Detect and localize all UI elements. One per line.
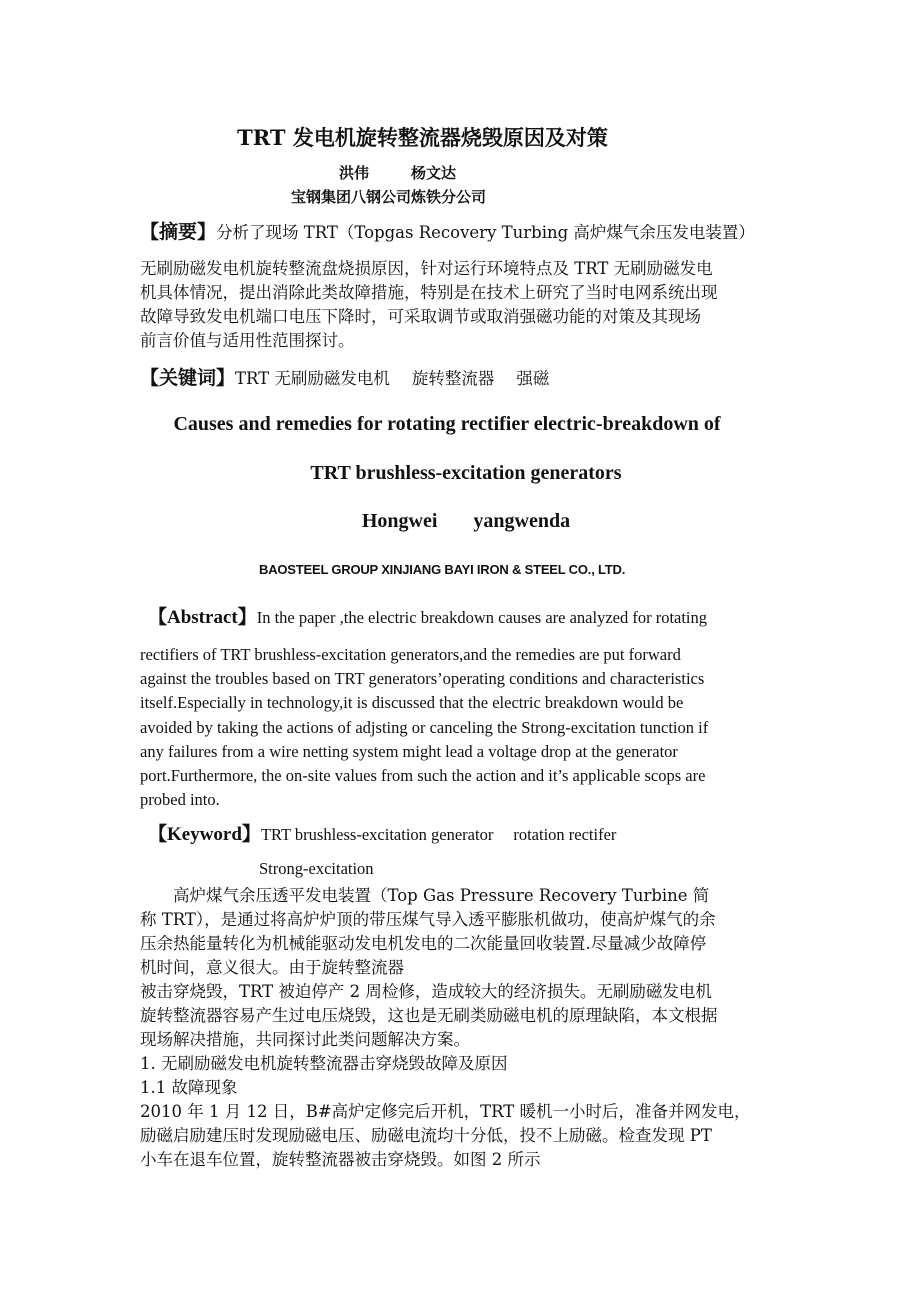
abstract-first-text: In the paper ,the electric breakdown causes are analyzed for rotating	[256, 608, 708, 627]
english-keyword-item: Strong-excitation	[259, 859, 374, 878]
summary-label: 【摘要】	[140, 221, 217, 243]
english-title-line-1: Causes and remedies for rotating rectifier electric-breakdown of	[173, 413, 721, 435]
english-title-line-2: TRT brushless-excitation generators	[310, 462, 622, 484]
keyword-item: 强磁	[516, 369, 550, 388]
english-authors	[0, 510, 920, 533]
body-line: 高炉煤气余压透平发电装置（Top Gas Pressure Recovery Turbine 简	[173, 886, 710, 905]
summary-first-line	[140, 220, 782, 245]
summary-line: 机具体情况，提出消除此类故障措施，特别是在技术上研究了当时电网系统出现	[140, 283, 718, 302]
author-1: 洪伟	[339, 164, 370, 182]
section-heading-1-1: 1.1 故障现象	[140, 1078, 238, 1097]
body-line: 旋转整流器容易产生过电压烧毁，这也是无刷类励磁电机的原理缺陷，本文根据	[140, 1006, 718, 1025]
abstract-line: probed into.	[140, 790, 220, 810]
summary-first-text: 分析了现场 TRT（Topgas Recovery Turbing 高炉煤气余压发电装置）	[216, 223, 755, 242]
abstract-body	[140, 643, 782, 812]
body-line: 机时间，意义很大。由于旋转整流器	[140, 958, 404, 977]
english-author-1: Hongwei	[361, 510, 438, 532]
body-line: 称 TRT），是通过将高炉炉顶的带压煤气导入透平膨胀机做功，使高炉煤气的余	[140, 910, 716, 929]
body-line: 励磁启励建压时发现励磁电压、励磁电流均十分低，投不上励磁。检查发现 PT	[140, 1126, 712, 1145]
english-keywords-label: 【Keyword】	[148, 824, 261, 845]
section-heading-1: 1. 无刷励磁发电机旋转整流器击穿烧毁故障及原因	[140, 1054, 508, 1073]
keywords-label: 【关键词】	[140, 367, 236, 389]
english-affiliation: BAOSTEEL GROUP XINJIANG BAYI IRON & STEEL CO., LTD.	[259, 562, 626, 577]
chinese-authors	[339, 162, 456, 183]
abstract-line: against the troubles based on TRT generators’operating conditions and characteristics	[140, 669, 705, 689]
abstract-label: 【Abstract】	[148, 607, 257, 628]
english-keyword-item: TRT brushless-excitation generator	[260, 825, 494, 844]
author-2: 杨文达	[411, 164, 457, 182]
abstract-line: itself.Especially in technology,it is discussed that the electric breakdown would be	[140, 693, 684, 713]
keyword-item: TRT 无刷励磁发电机	[235, 369, 390, 388]
abstract-first-line	[148, 606, 788, 630]
english-keyword-item: rotation rectifer	[513, 825, 617, 844]
chinese-keywords	[140, 366, 782, 391]
abstract-line: avoided by taking the actions of adjsting or canceling the Strong-excitation tunction if	[140, 717, 709, 737]
body-line: 现场解决措施，共同探讨此类问题解决方案。	[140, 1030, 470, 1049]
abstract-line: port.Furthermore, the on-site values from such the action and it’s applicable scops are	[140, 766, 706, 786]
english-keywords	[148, 823, 788, 847]
abstract-line: any failures from a wire netting system might lead a voltage drop at the generator	[140, 741, 678, 761]
abstract-line: rectifiers of TRT brushless-excitation generators,and the remedies are put forward	[140, 645, 681, 664]
body-text	[140, 884, 782, 1172]
keyword-item: 旋转整流器	[411, 369, 495, 388]
summary-line: 前言价值与适用性范围探讨。	[140, 331, 355, 350]
chinese-affiliation: 宝钢集团八钢公司炼铁分公司	[291, 188, 487, 206]
english-author-2: yangwenda	[473, 510, 571, 532]
summary-line: 故障导致发电机端口电压下降时，可采取调节或取消强磁功能的对策及其现场	[140, 307, 701, 326]
summary-line: 无刷励磁发电机旋转整流盘烧损原因，针对运行环境特点及 TRT 无刷励磁发电	[140, 259, 713, 278]
summary-body	[140, 257, 782, 353]
body-line: 压余热能量转化为机械能驱动发电机发电的二次能量回收装置.尽量减少故障停	[140, 934, 707, 953]
body-line: 2010 年 1 月 12 日，B#高炉定修完后开机，TRT 暖机一小时后，准备并网发电，	[140, 1102, 751, 1121]
body-line: 被击穿烧毁，TRT 被迫停产 2 周检修，造成较大的经济损失。无刷励磁发电机	[140, 982, 712, 1001]
chinese-title: TRT 发电机旋转整流器烧毁原因及对策	[237, 125, 608, 150]
body-line: 小车在退车位置，旋转整流器被击穿烧毁。如图 2 所示	[140, 1150, 541, 1169]
